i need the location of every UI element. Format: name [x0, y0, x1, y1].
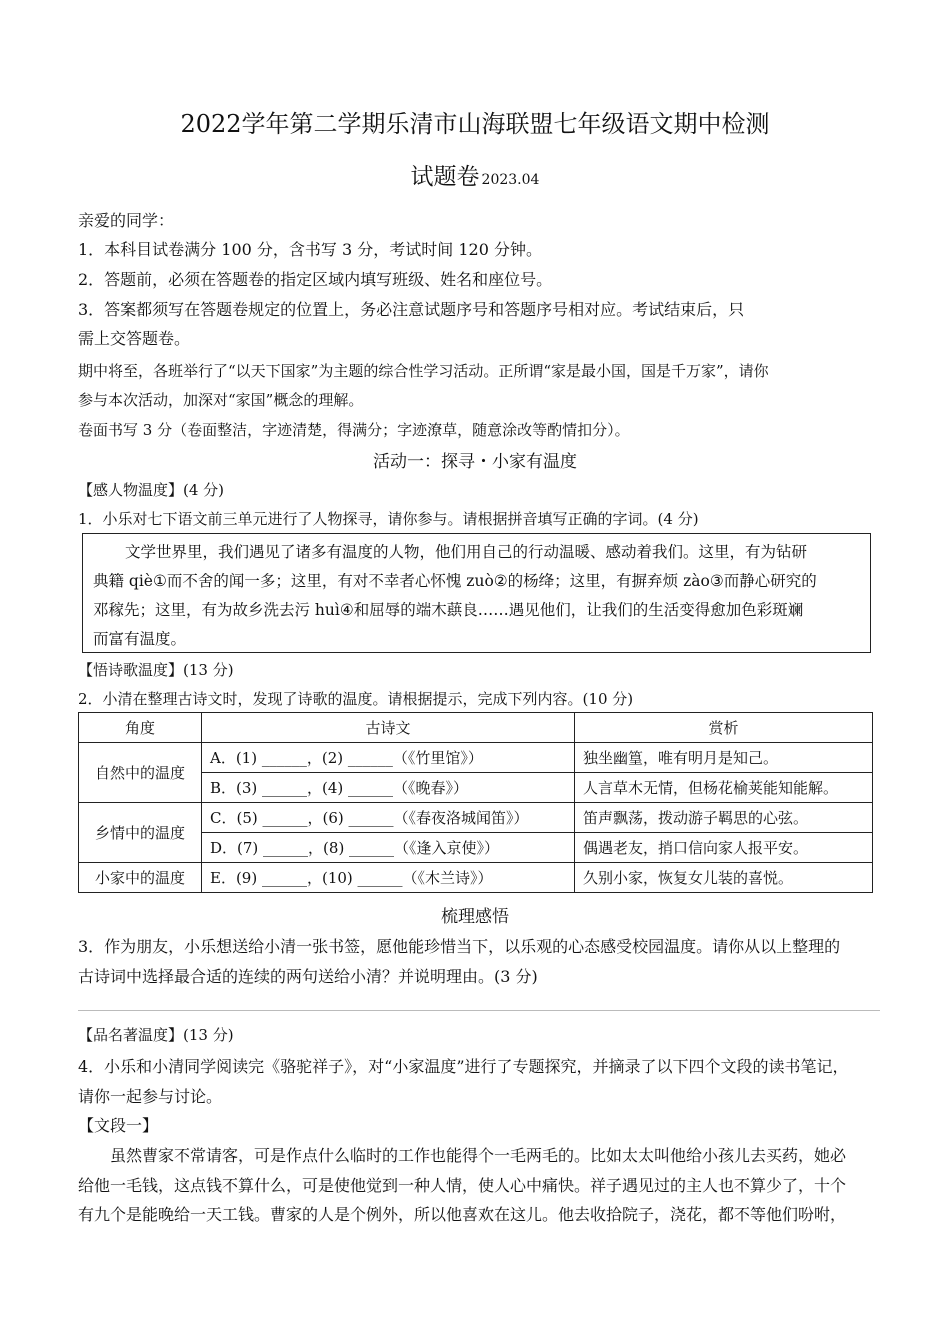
poem-cell: D．(7) ______，(8) ______（《逢入京使》） [202, 833, 575, 863]
header-angle: 角度 [79, 713, 202, 743]
subtitle-text: 试题卷 [410, 164, 480, 190]
poem-cell: B．(3) ______，(4) ______（《晚春》） [202, 773, 575, 803]
note-cell: 人言草木无情，但杨花榆荚能知能解。 [575, 773, 873, 803]
passage-line-4: 而富有温度。 [93, 630, 187, 648]
rule-3-cont: 需上交答题卷。 [78, 329, 191, 348]
pinyin-passage-box [82, 533, 871, 653]
question-2: 2．小清在整理古诗文时，发现了诗歌的温度。请根据提示，完成下列内容。(10 分) [78, 690, 634, 708]
table-row [79, 803, 873, 833]
header-poem: 古诗文 [202, 713, 575, 743]
exam-subtitle [0, 158, 950, 191]
note-cell: 独坐幽篁，唯有明月是知己。 [575, 743, 873, 773]
group-homesick: 乡情中的温度 [79, 803, 202, 863]
question-1: 1．小乐对七下语文前三单元进行了人物探寻，请你参与。请根据拼音填写正确的字词。(4 分) [78, 510, 699, 528]
note-cell: 笛声飘荡，拨动游子羁思的心弦。 [575, 803, 873, 833]
section-poetry: 【悟诗歌温度】(13 分) [78, 661, 234, 679]
header-appreciation: 赏析 [575, 713, 873, 743]
question-3: 3．作为朋友，小乐想送给小清一张书签，愿他能珍惜当下，以乐观的心态感受校园温度。请你从以上整理的 [78, 937, 841, 956]
exam-title: 2022学年第二学期乐清市山海联盟七年级语文期中检测 [180, 110, 770, 138]
preamble-2: 参与本次活动，加深对“家国”概念的理解。 [78, 391, 364, 409]
excerpt-line-1: 虽然曹家不常请客，可是作点什么临时的工作也能得个一毛两毛的。比如太太叫他给小孩儿去买药，她必 [110, 1146, 847, 1165]
exam-date: 2023.04 [481, 172, 540, 188]
passage-line-1: 文学世界里，我们遇见了诸多有温度的人物，他们用自己的行动温暖、感动着我们。这里，有为钻研 [125, 543, 808, 561]
passage-line-3: 邓稼先；这里，有为故乡洗去污 huì④和屈辱的端木蕻良……遇见他们，让我们的生活变得愈加色彩斑斓 [93, 601, 804, 619]
excerpt-line-3: 有九个是能晚给一天工钱。曹家的人是个例外，所以他喜欢在这儿。他去收拾院子，浇花，都不等他们吩咐， [78, 1205, 847, 1224]
table-row [79, 863, 873, 893]
activity-heading: 活动一：探寻・小家有温度 [373, 452, 577, 472]
excerpt-line-2: 给他一毛钱，这点钱不算什么，可是使他觉到一种人情，使人心中痛快。祥子遇见过的主人也不算少了，十个 [78, 1176, 847, 1195]
poem-cell: C．(5) ______，(6) ______（《春夜洛城闻笛》） [202, 803, 575, 833]
rule-1: 1．本科目试卷满分 100 分，含书写 3 分，考试时间 120 分钟。 [78, 240, 542, 259]
poetry-table [78, 712, 873, 893]
note-cell: 偶遇老友，捎口信向家人报平安。 [575, 833, 873, 863]
group-family: 小家中的温度 [79, 863, 202, 893]
group-nature: 自然中的温度 [79, 743, 202, 803]
section-classics: 【品名著温度】(13 分) [78, 1026, 234, 1044]
question-4-cont: 请你一起参与讨论。 [78, 1087, 223, 1106]
answer-divider [78, 1010, 880, 1011]
question-4: 4．小乐和小清同学阅读完《骆驼祥子》，对“小家温度”进行了专题探究，并摘录了以下四个文段的读书笔记， [78, 1057, 849, 1076]
table-header-row [79, 713, 873, 743]
excerpt-label: 【文段一】 [78, 1116, 159, 1135]
rule-2: 2．答题前，必须在答题卷的指定区域内填写班级、姓名和座位号。 [78, 270, 553, 289]
poem-cell: A．(1) ______，(2) ______（《竹里馆》） [202, 743, 575, 773]
question-3-cont: 古诗词中选择最合适的连续的两句送给小清？并说明理由。(3 分) [78, 967, 538, 986]
greeting: 亲爱的同学： [78, 211, 175, 230]
preamble-1: 期中将至，各班举行了“以天下国家”为主题的综合性学习活动。正所谓“家是最小国，国是千万家”，请你 [78, 362, 769, 380]
handwriting-note: 卷面书写 3 分（卷面整洁，字迹清楚，得满分；字迹潦草，随意涂改等酌情扣分）。 [78, 421, 630, 439]
section-character: 【感人物温度】(4 分) [78, 481, 225, 499]
note-cell: 久别小家，恢复女儿装的喜悦。 [575, 863, 873, 893]
passage-line-2: 典籍 qiè①而不舍的闻一多；这里，有对不幸者心怀愧 zuò②的杨绛；这里，有摒弃烦 zào③而静心研究的 [93, 572, 817, 590]
rule-3: 3．答案都须写在答题卷规定的位置上，务必注意试题序号和答题序号相对应。考试结束后，只 [78, 300, 745, 319]
poem-cell: E．(9) ______，(10) ______（《木兰诗》） [202, 863, 575, 893]
table-caption: 梳理感悟 [441, 907, 509, 927]
table-row [79, 743, 873, 773]
